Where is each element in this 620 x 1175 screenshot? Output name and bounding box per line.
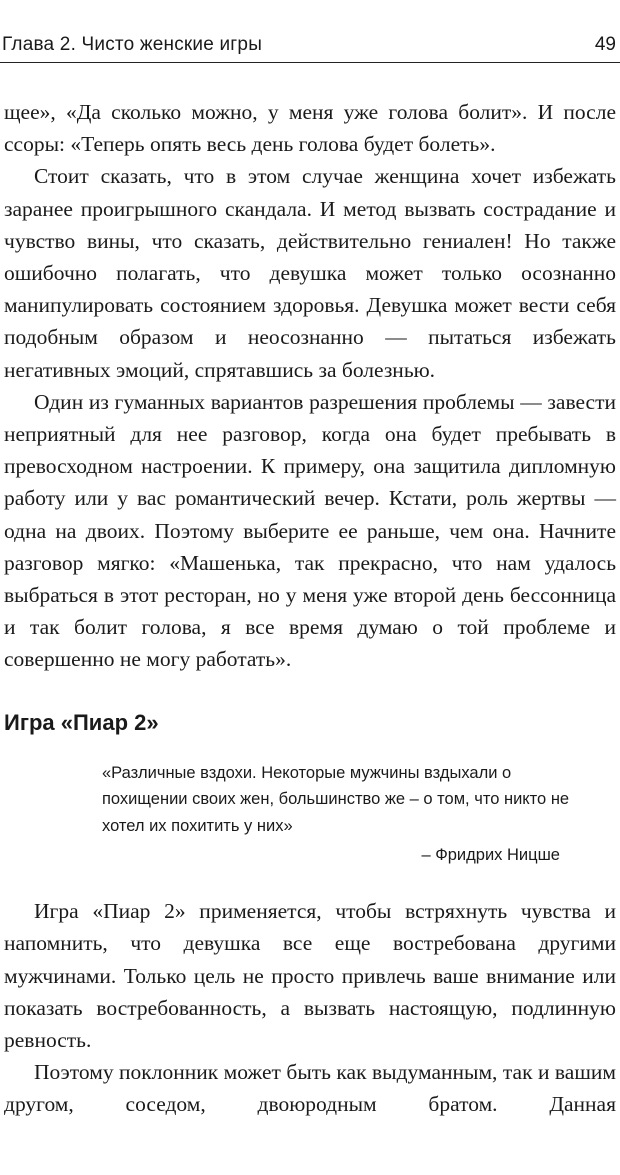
running-header [0, 28, 620, 63]
paragraph: Стоит сказать, что в этом случае женщина хочет избежать заранее проигрышного скандала. И метод вызвать сострадание и чувство вины, что сказать, действительно гениален! Но также ошибочно полагать, что девушка может только осознанно манипулировать состоянием здоровья. Девушка может вести себя подобным образом и неосознанно — пытаться избежать негативных эмоций, спрятавшись за болезнью. [4, 164, 616, 382]
epigraph-quote: «Различные вздохи. Некоторые мужчины вздыхали о похищении своих жен, большинство же – о том, что никто не хотел их похитить у них» [102, 763, 570, 835]
page-number: 49 [594, 34, 616, 55]
paragraph: Игра «Пиар 2» применяется, чтобы встряхнуть чувства и напомнить, что девушка все еще востребована другими мужчинами. Только цель не просто привлечь ваше внимание или показать востребованность, а вызвать настоящую, подлинную ревность. [4, 899, 616, 1052]
paragraph-last: Поэтому поклонник может быть как выдуманным, так и вашим другом, соседом, двоюродным братом. Данная [4, 1060, 616, 1117]
chapter-title: Глава 2. Чисто женские игры [2, 34, 263, 55]
paragraph: Один из гуманных вариантов разрешения проблемы — завести неприятный для нее разговор, когда она будет пребывать в превосходном настроении. К примеру, она защитила дипломную работу или у вас романтический вечер. Кстати, роль жертвы — одна на двоих. Поэтому выберите ее раньше, чем она. Начните разговор мягко: «Машенька, так прекрасно, что нам удалось выбраться в этот ресторан, но у меня уже второй день бессонница и так болит голова, я все время думаю о той проблеме и совершенно не могу работать». [4, 389, 616, 672]
page-body [4, 96, 616, 1121]
section-heading: Игра «Пиар 2» [4, 709, 159, 735]
paragraph-continuation: щее», «Да сколько можно, у меня уже голова болит». И после ссоры: «Теперь опять весь день голова будет болеть». [4, 100, 616, 157]
epigraph-author: – Фридрих Ницше [421, 846, 560, 865]
